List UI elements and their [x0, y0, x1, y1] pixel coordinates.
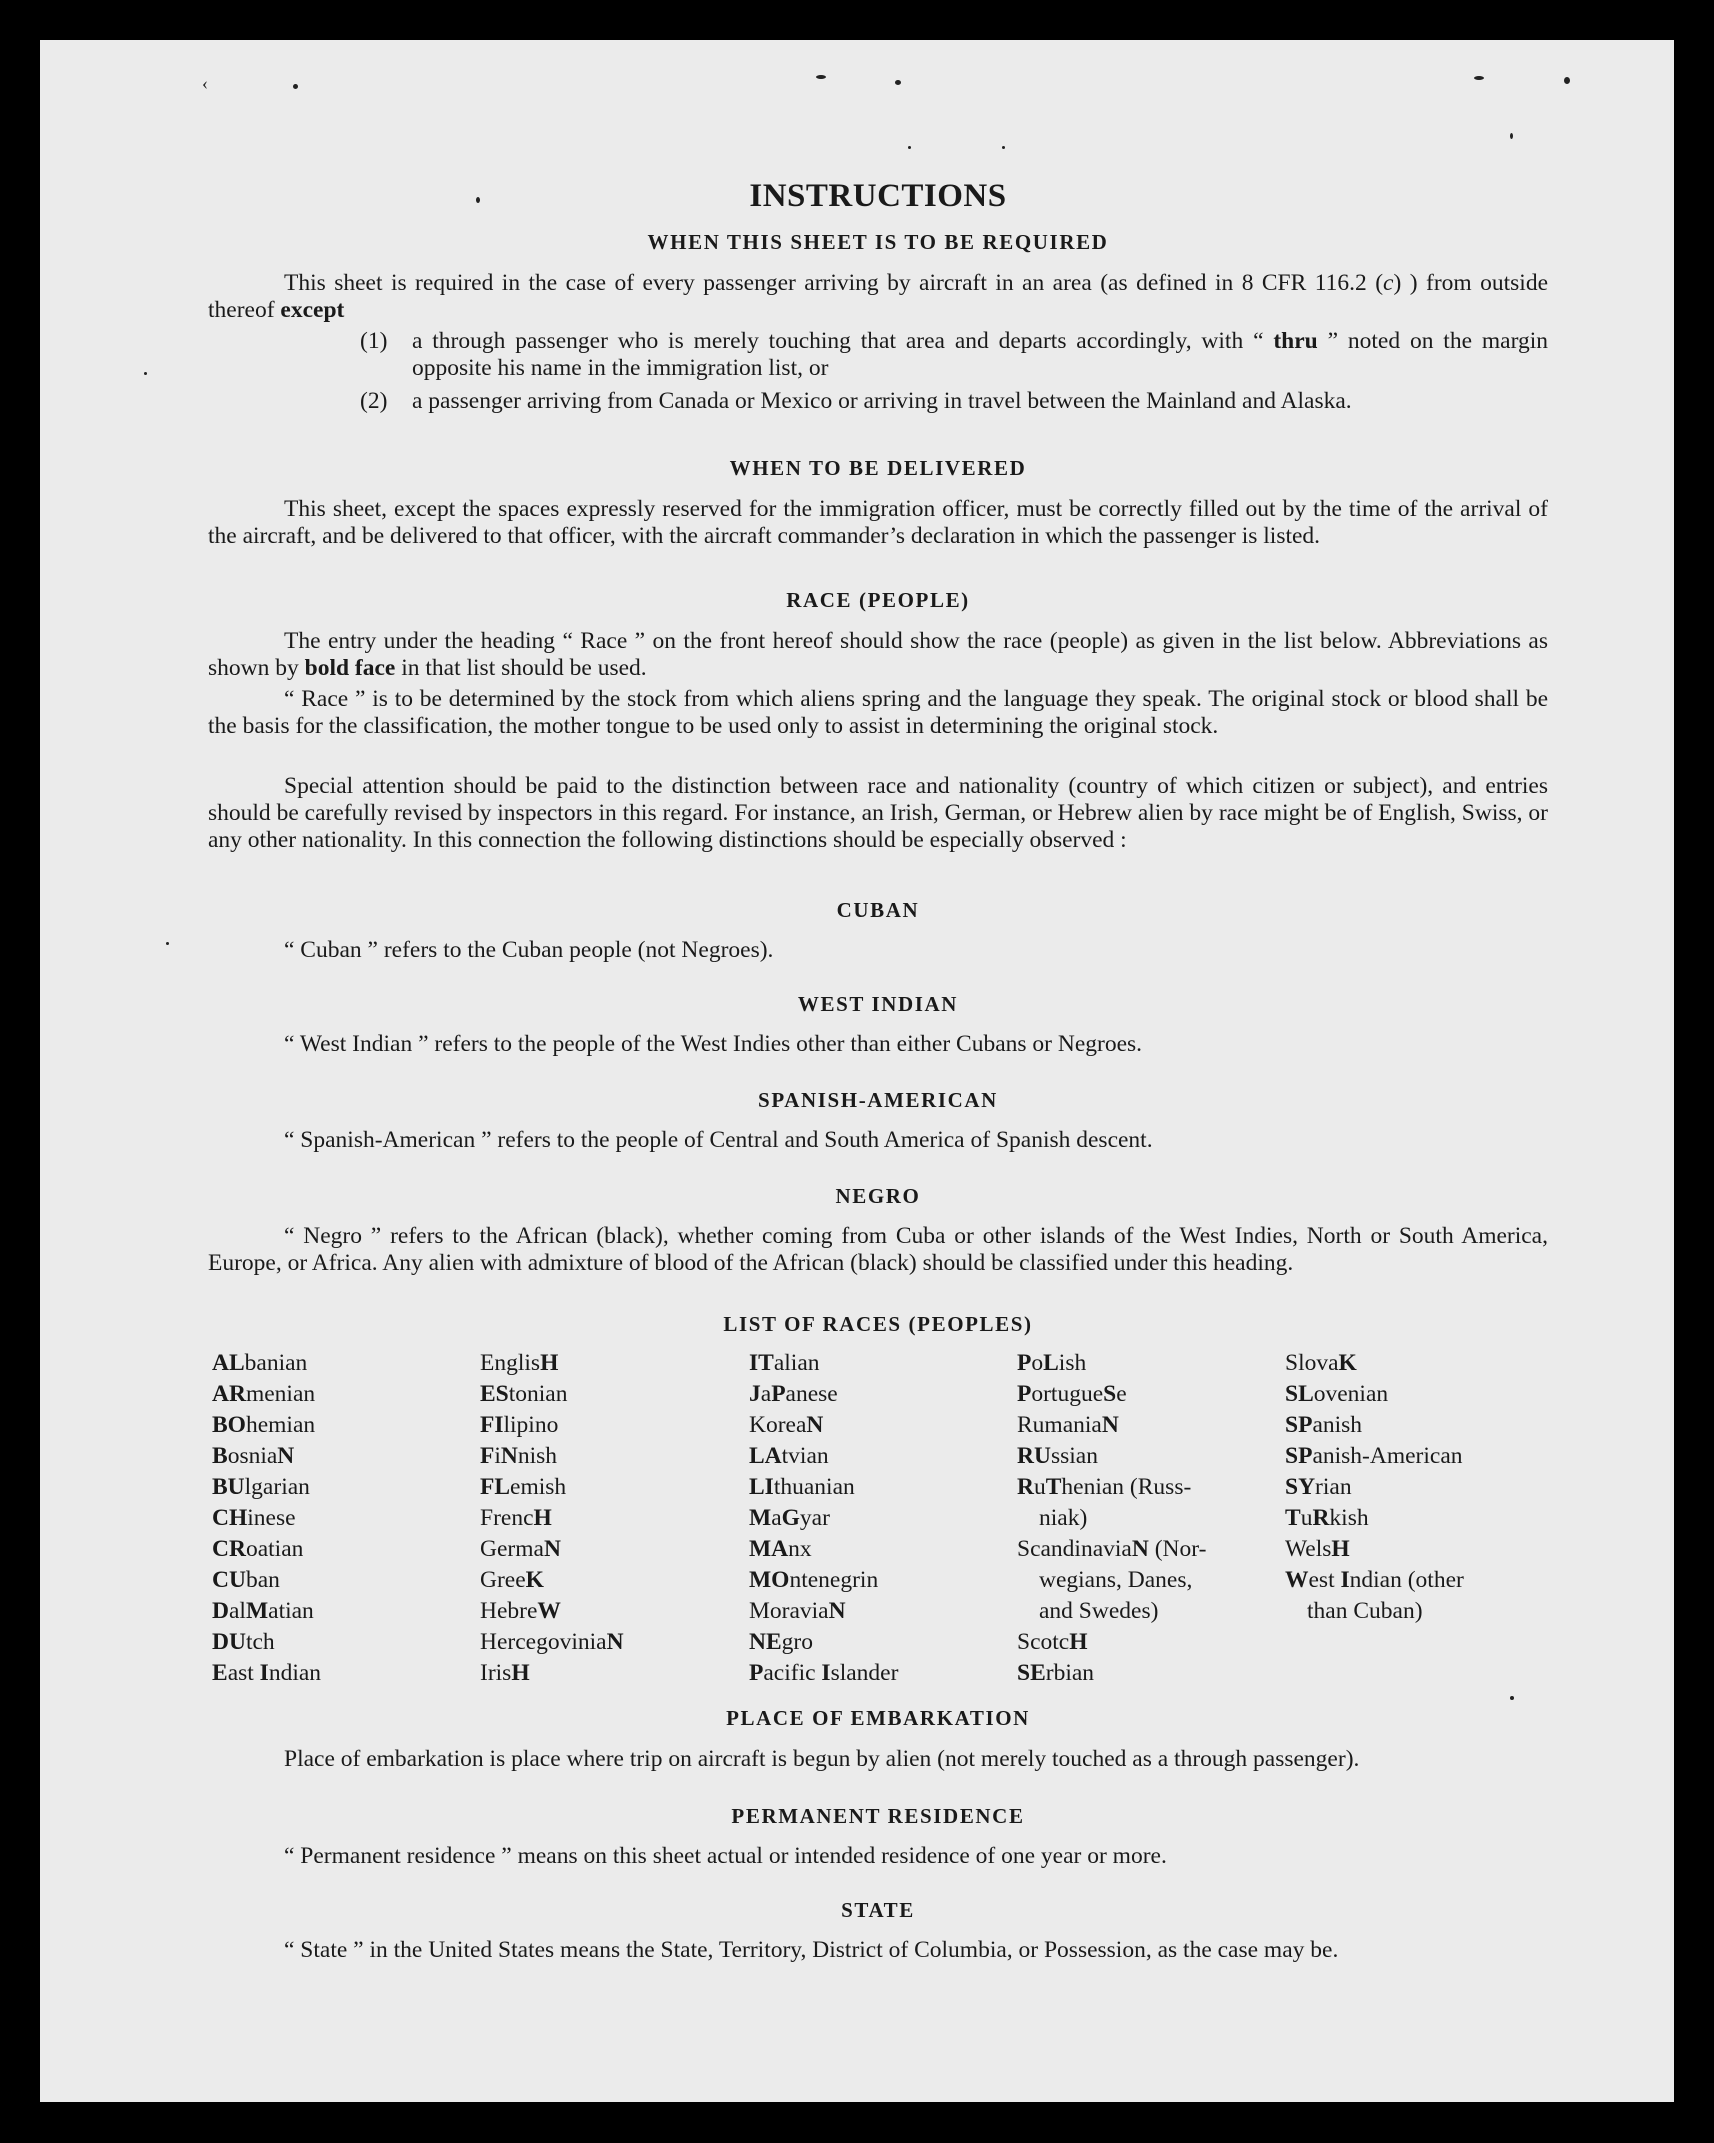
race-paragraph-3: Special attention should be paid to the distinction between race and nationality (country of which citizen or subject), and entries should be carefully revised by inspectors in this regard. For instance, an Irish, German, or Hebrew alien by race might be of English, Swiss, or any other nationality. In this connection the following distinctions should be especially observed :: [208, 773, 1548, 853]
scan-mark: [166, 942, 169, 945]
race-entry: and Swedes): [1039, 1598, 1159, 1624]
scan-mark: ‹: [202, 73, 208, 93]
race-entry: NEgro: [749, 1629, 813, 1655]
race-entry: SPanish: [1285, 1412, 1363, 1438]
race-entry: LIthuanian: [749, 1474, 855, 1500]
race-entry: CRoatian: [212, 1536, 304, 1562]
section-heading-required: WHEN THIS SHEET IS TO BE REQUIRED: [647, 230, 1109, 254]
race-entry: FIlipino: [480, 1412, 559, 1438]
race-column-5: [1285, 1348, 1464, 1627]
race-entry: ScotcH: [1017, 1629, 1088, 1655]
race-entry: ALbanian: [212, 1350, 308, 1376]
section-heading-race: RACE (PEOPLE): [786, 588, 970, 612]
race-entry: FLemish: [480, 1474, 567, 1500]
race-entry: MaGyar: [749, 1505, 830, 1531]
exception-item-2: (2) a passenger arriving from Canada or Mexico or arriving in travel between the Mainland and Alaska.: [360, 388, 1352, 414]
race-entry: East Indian: [212, 1660, 322, 1686]
race-entry: GreeK: [480, 1567, 544, 1593]
race-entry: FrencH: [480, 1505, 552, 1531]
race-entry: HercegoviniaN: [480, 1629, 624, 1655]
race-entry: RuThenian (Russ-: [1017, 1474, 1192, 1500]
race-entry: SLovenian: [1285, 1381, 1389, 1407]
scan-mark: [144, 372, 147, 375]
race-entry: RUssian: [1017, 1443, 1098, 1469]
race-entry: PoLish: [1017, 1350, 1087, 1376]
race-entry: WelsH: [1285, 1536, 1350, 1562]
race-entry: SPanish-American: [1285, 1443, 1463, 1469]
page-title: INSTRUCTIONS: [749, 178, 1007, 214]
scan-mark: [895, 80, 901, 85]
scan-mark: [1474, 76, 1484, 80]
section-heading-residence: PERMANENT RESIDENCE: [731, 1804, 1025, 1828]
race-entry: than Cuban): [1307, 1598, 1423, 1624]
race-list: [212, 1348, 1552, 1686]
section-heading-cuban: CUBAN: [836, 898, 920, 922]
race-paragraph-1: The entry under the heading “ Race ” on the front hereof should show the race (people) as given in the list below. Abbreviations as shown by bold face in that list should be used.: [208, 628, 1548, 681]
cuban-text: “ Cuban ” refers to the Cuban people (not Negroes).: [284, 937, 774, 963]
race-entry: ITalian: [749, 1350, 820, 1376]
race-entry: GermaN: [480, 1536, 561, 1562]
race-column-4: [1017, 1348, 1206, 1689]
race-entry: BUlgarian: [212, 1474, 310, 1500]
scan-mark: [1002, 146, 1005, 149]
race-entry: ScandinaviaN (Nor-: [1017, 1536, 1207, 1562]
race-entry: PortugueSe: [1017, 1381, 1127, 1407]
section-heading-negro: NEGRO: [835, 1184, 921, 1208]
race-entry: BOhemian: [212, 1412, 316, 1438]
race-column-2: [480, 1348, 624, 1689]
race-entry: MOntenegrin: [749, 1567, 879, 1593]
section-heading-embarkation: PLACE OF EMBARKATION: [726, 1706, 1030, 1730]
residence-text: “ Permanent residence ” means on this sheet actual or intended residence of one year or more.: [284, 1843, 1167, 1869]
race-entry: SErbian: [1017, 1660, 1095, 1686]
race-entry: wegians, Danes,: [1039, 1567, 1193, 1593]
race-entry: EStonian: [480, 1381, 568, 1407]
race-column-3: [749, 1348, 898, 1689]
race-entry: FiNnish: [480, 1443, 558, 1469]
exception-item-1: (1) a through passenger who is merely touching that area and departs accordingly, with “ thru ” noted on the margin opposite his name in the immigration list, or: [360, 328, 1549, 381]
scan-mark: [1510, 1696, 1514, 1700]
race-entry: HebreW: [480, 1598, 561, 1624]
spanish-american-text: “ Spanish-American ” refers to the people of Central and South America of Spanish descent.: [284, 1127, 1153, 1153]
race-entry: BosniaN: [212, 1443, 295, 1469]
race-entry: MoraviaN: [749, 1598, 846, 1624]
negro-text: “ Negro ” refers to the African (black), whether coming from Cuba or other islands of the West Indies, North or South America, Europe, or Africa. Any alien with admixture of blood of the African (black) should be classified under this heading.: [208, 1223, 1548, 1276]
race-entry: RumaniaN: [1017, 1412, 1119, 1438]
race-entry: LAtvian: [749, 1443, 829, 1469]
scan-mark: [908, 146, 911, 149]
race-entry: DUtch: [212, 1629, 275, 1655]
race-entry: JaPanese: [749, 1381, 838, 1407]
race-entry: TuRkish: [1285, 1505, 1369, 1531]
race-entry: SYrian: [1285, 1474, 1352, 1500]
race-entry: Pacific Islander: [749, 1660, 899, 1686]
scan-mark: [1510, 133, 1513, 139]
section-heading-list-of-races: LIST OF RACES (PEOPLES): [723, 1312, 1033, 1336]
document-page: [40, 40, 1674, 2102]
race-entry: ARmenian: [212, 1381, 316, 1407]
section-heading-state: STATE: [841, 1898, 915, 1922]
race-entry: IrisH: [480, 1660, 530, 1686]
scan-mark: [816, 75, 826, 79]
state-text: “ State ” in the United States means the State, Territory, District of Columbia, or Possession, as the case may be.: [284, 1937, 1339, 1963]
race-entry: niak): [1039, 1505, 1088, 1531]
race-entry: CHinese: [212, 1505, 296, 1531]
race-entry: KoreaN: [749, 1412, 824, 1438]
section-heading-delivered: WHEN TO BE DELIVERED: [729, 456, 1027, 480]
west-indian-text: “ West Indian ” refers to the people of the West Indies other than either Cubans or Negroes.: [284, 1031, 1143, 1057]
race-entry: West Indian (other: [1285, 1567, 1464, 1593]
delivered-text: This sheet, except the spaces expressly reserved for the immigration officer, must be correctly filled out by the time of the arrival of the aircraft, and be delivered to that officer, with the aircraft commander’s declaration in which the passenger is listed.: [208, 496, 1548, 549]
section-heading-spanish-american: SPANISH-AMERICAN: [758, 1088, 998, 1112]
race-entry: EnglisH: [480, 1350, 559, 1376]
section-heading-west-indian: WEST INDIAN: [797, 992, 959, 1016]
embarkation-text: Place of embarkation is place where trip on aircraft is begun by alien (not merely touched as a through passenger).: [284, 1746, 1360, 1772]
scan-mark: [1564, 77, 1570, 84]
required-intro: This sheet is required in the case of every passenger arriving by aircraft in an area (as defined in 8 CFR 116.2 (c) ) from outside thereof except: [208, 270, 1549, 323]
race-entry: DalMatian: [212, 1598, 314, 1624]
race-paragraph-2: “ Race ” is to be determined by the stock from which aliens spring and the language they speak. The original stock or blood shall be the basis for the classification, the mother tongue to be used only to assist in determining the original stock.: [208, 686, 1548, 739]
race-column-1: [212, 1348, 321, 1689]
scan-mark: [293, 84, 298, 89]
race-entry: SlovaK: [1285, 1350, 1357, 1376]
race-entry: CUban: [212, 1567, 280, 1593]
race-entry: MAnx: [749, 1536, 812, 1562]
